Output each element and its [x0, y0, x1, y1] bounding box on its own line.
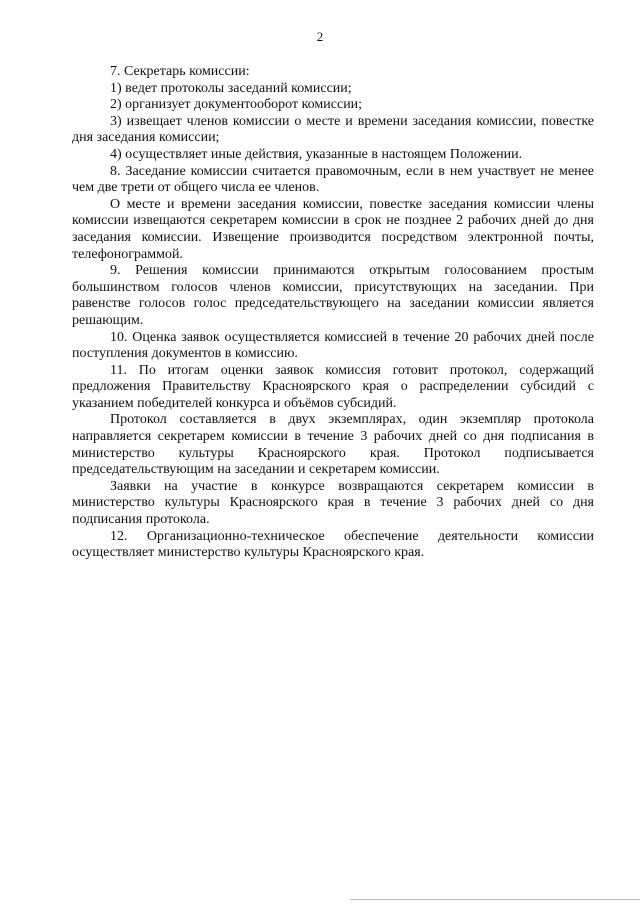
paragraph-7-item-3: 3) извещает членов комиссии о месте и времени заседания комиссии, повестке дня заседания комиссии; — [72, 113, 594, 146]
paragraph-8: 8. Заседание комиссии считается правомочным, если в нем участвует не менее чем две трети от общего числа ее членов. — [72, 163, 594, 196]
paragraph-11: 11. По итогам оценки заявок комиссия готовит протокол, содержащий предложения Правительству Красноярского края о распределении субсидий с указанием победителей конкурса и объёмов субсидий. — [72, 362, 594, 411]
paragraph-7-item-4: 4) осуществляет иные действия, указанные в настоящем Положении. — [110, 146, 523, 162]
paragraph-7-item-1: 1) ведет протоколы заседаний комиссии; — [110, 80, 352, 96]
paragraph-10: 10. Оценка заявок осуществляется комиссией в течение 20 рабочих дней после поступления документов в комиссию. — [72, 329, 594, 362]
page-number: 2 — [316, 29, 324, 44]
paragraph-7-item-2: 2) организует документооборот комиссии; — [110, 97, 363, 113]
paragraph-12: 12. Организационно-техническое обеспечение деятельности комиссии осуществляет министерство культуры Красноярского края. — [72, 528, 594, 561]
paragraph-11-protocol: Протокол составляется в двух экземплярах, один экземпляр протокола направляется секретарем комиссии в течение 3 рабочих дней со дня подписания в министерство культуры Красноярского края. Протокол подписывается председательствующим на заседании и секретарем комиссии. — [72, 412, 594, 478]
document-body — [72, 64, 594, 562]
paragraph-9: 9. Решения комиссии принимаются открытым голосованием простым большинством голосов членов комиссии, присутствующих на заседании. При равенстве голосов голос председательствующего на заседании комиссии является решающим. — [72, 263, 594, 328]
footer-divider — [350, 899, 640, 900]
paragraph-7-heading: 7. Секретарь комиссии: — [110, 64, 250, 79]
paragraph-8-notification: О месте и времени заседания комиссии, повестке заседания комиссии члены комиссии извещаются секретарем комиссии в срок не позднее 2 рабочих дней до дня заседания комиссии. Извещение производится посредством электронной почты, телефонограммой. — [72, 196, 594, 262]
paragraph-11-applications: Заявки на участие в конкурсе возвращаются секретарем комиссии в министерство культуры Красноярского края в течение 3 рабочих дней со дня подписания протокола. — [72, 478, 594, 528]
